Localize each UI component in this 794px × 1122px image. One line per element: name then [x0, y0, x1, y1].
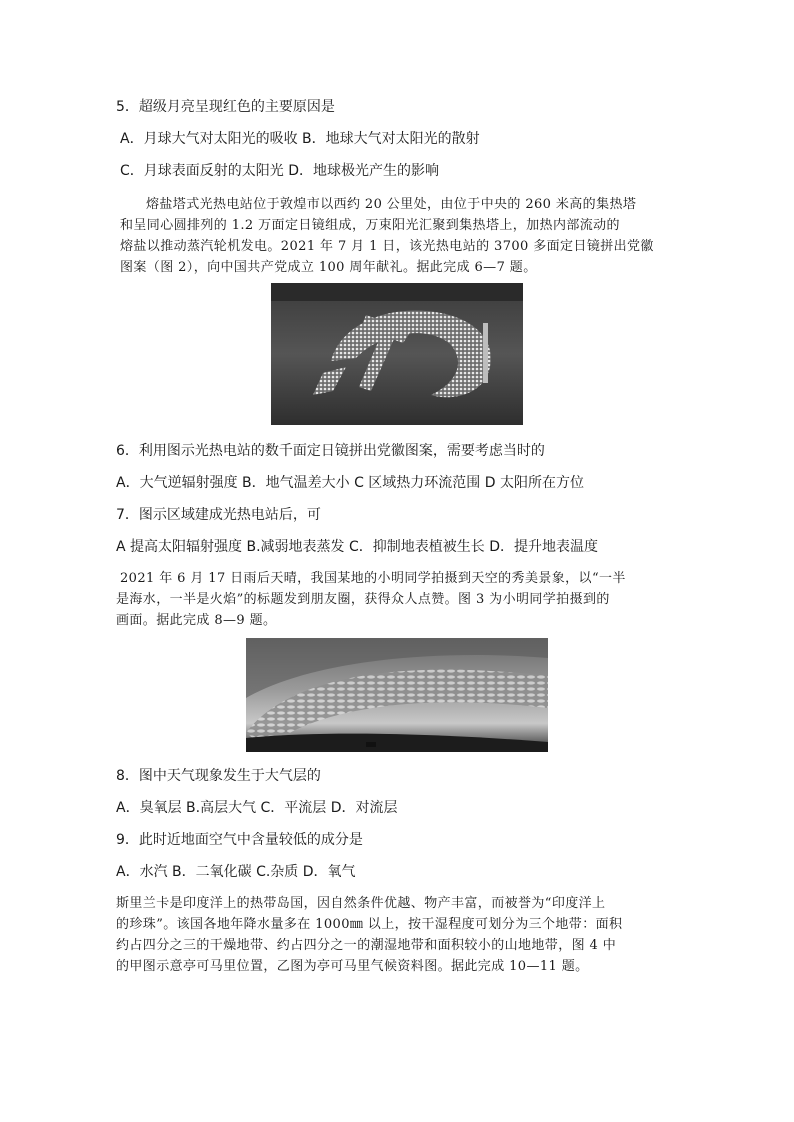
q8-options: A．臭氧层 B.高层大气 C．平流层 D．对流层	[116, 800, 398, 816]
figure2-heliostat-emblem-photo	[271, 283, 523, 425]
q5-stem: 5．超级月亮呈现红色的主要原因是	[116, 99, 335, 115]
q6-stem: 6．利用图示光热电站的数千面定日镜拼出党徽图案，需要考虑当时的	[116, 443, 545, 459]
q9-options: A．水汽 B．二氧化碳 C.杂质 D．氧气	[116, 864, 356, 880]
q9-stem: 9．此时近地面空气中含量较低的成分是	[116, 832, 363, 848]
passage3-line4: 的甲图示意亭可马里位置，乙图为亭可马里气候资料图。据此完成 10—11 题。	[116, 959, 589, 974]
q7-stem: 7．图示区域建成光热电站后，可	[116, 507, 321, 523]
passage3-line2: 的珍珠”。该国各地年降水量多在 1000㎜ 以上，按干湿程度可划分为三个地带：面积	[116, 917, 623, 932]
figure3-sky-photo	[246, 638, 548, 752]
passage3-line1: 斯里兰卡是印度洋上的热带岛国，因自然条件优越、物产丰富，而被誉为“印度洋上	[116, 896, 606, 911]
q8-stem: 8．图中天气现象发生于大气层的	[116, 768, 321, 784]
passage2-line3: 画面。据此完成 8—9 题。	[116, 613, 277, 628]
passage1-line4: 图案（图 2），向中国共产党成立 100 周年献礼。据此完成 6—7 题。	[120, 260, 537, 275]
passage1-line1: 熔盐塔式光热电站位于敦煌市以西约 20 公里处，由位于中央的 260 米高的集热塔	[146, 197, 637, 212]
q5-options-line2: C．月球表面反射的太阳光 D．地球极光产生的影响	[120, 163, 440, 179]
passage2-line1: 2021 年 6 月 17 日雨后天晴，我国某地的小明同学拍摄到天空的秀美景象，以“一半	[120, 571, 626, 586]
passage1-line2: 和呈同心圆排列的 1.2 万面定日镜组成，万束阳光汇聚到集热塔上，加热内部流动的	[120, 218, 620, 233]
passage3-line3: 约占四分之三的干燥地带、约占四分之一的潮湿地带和面积较小的山地地带，图 4 中	[116, 938, 617, 953]
passage1-line3: 熔盐以推动蒸汽轮机发电。2021 年 7 月 1 日，该光热电站的 3700 多面定日镜拼出党徽	[120, 239, 654, 254]
passage2-line2: 是海水，一半是火焰”的标题发到朋友圈，获得众人点赞。图 3 为小明同学拍摄到的	[116, 592, 610, 607]
q5-options-line1: A．月球大气对太阳光的吸收 B．地球大气对太阳光的散射	[120, 131, 480, 147]
q7-options: A 提高太阳辐射强度 B.减弱地表蒸发 C．抑制地表植被生长 D．提升地表温度	[116, 539, 598, 555]
q6-options: A．大气逆辐射强度 B．地气温差大小 C 区域热力环流范围 D 太阳所在方位	[116, 475, 584, 491]
